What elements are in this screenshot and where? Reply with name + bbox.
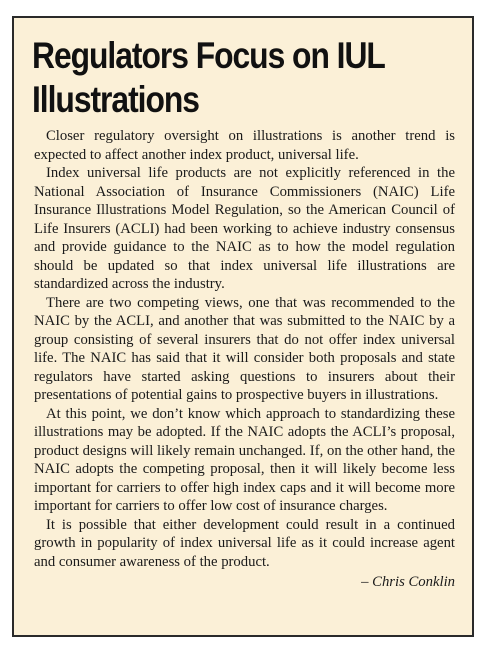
article-headline [32,34,385,122]
paragraph-4: At this point, we don’t know which approach to standardizing these illustrations may be adopted. If the NAIC adopts the ACLI’s proposal, product designs will likely remain unchanged. If, on the other hand, the NAIC adopts the competing proposal, then it will likely become less important for carriers to offer high index caps and it will become more important for carriers to offer low cost of insurance charges. [34,405,455,514]
author-byline: – Chris Conklin [361,574,455,590]
paragraph-2: Index universal life products are not explicitly referenced in the National Association of Insurance Commissioners (NAIC) Life Insurance Illustrations Model Regulation, so the American Council of Life Insurers (ACLI) had been working to achieve industry consensus and provide guidance to the NAIC as to how the model regulation should be updated so that index universal life illustrations are standardized across the industry. [34,165,455,292]
article-sidebar-box [12,16,474,637]
headline-line-1: Regulators Focus on IUL [32,35,385,76]
paragraph-5: It is possible that either development could result in a continued growth in popularity of index universal life as it could increase agent and consumer awareness of the product. [34,516,455,570]
article-body [34,127,455,592]
paragraph-1: Closer regulatory oversight on illustrations is another trend is expected to affect another index product, universal life. [34,128,455,163]
paragraph-3: There are two competing views, one that was recommended to the NAIC by the ACLI, and another that was submitted to the NAIC by a group consisting of several insurers that do not offer index universal life. The NAIC has said that it will consider both proposals and state regulators have started asking questions to insurers about their presentations of potential gains to prospective buyers in illustrations. [34,294,455,403]
headline-line-2: Illustrations [32,79,199,120]
